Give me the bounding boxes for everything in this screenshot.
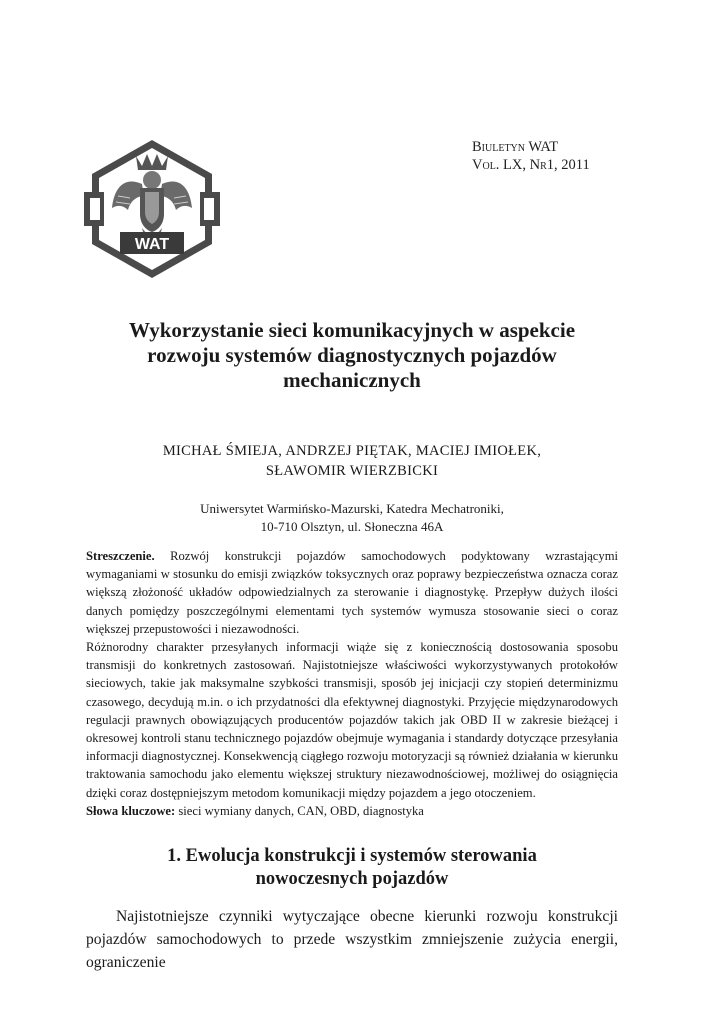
section-heading-line: nowoczesnych pojazdów	[255, 869, 449, 889]
article-title-line: mechanicznych	[283, 368, 421, 392]
abstract-paragraph	[86, 547, 618, 638]
article-title-line: Wykorzystanie sieci komunikacyjnych w aspekcie	[128, 318, 576, 342]
journal-volume: Vol. LX, Nr1, 2011	[472, 157, 590, 173]
journal-header	[472, 138, 590, 174]
affiliation	[80, 500, 624, 536]
affiliation-line: Uniwersytet Warmińsko-Mazurski, Katedra Mechatroniki,	[200, 501, 504, 516]
article-title-line: rozwoju systemów diagnostycznych pojazdów	[147, 343, 557, 367]
section-heading-line: 1. Ewolucja konstrukcji i systemów sterowania	[167, 846, 537, 866]
abstract-label: Streszczenie.	[86, 549, 155, 563]
authors-line: SŁAWOMIR WIERZBICKI	[265, 463, 439, 479]
keywords-text: sieci wymiany danych, CAN, OBD, diagnostyka	[178, 803, 424, 818]
body-paragraph: Najistotniejsze czynniki wytyczające obecne kierunki rozwoju konstrukcji pojazdów samochodowych to przede wszystkim zmniejszenie zużycia energii, ograniczenie	[86, 908, 618, 971]
keywords-label: Słowa kluczowe:	[86, 803, 176, 818]
wat-eagle-emblem-icon	[84, 136, 220, 282]
abstract-text: Rozwój konstrukcji pojazdów samochodowych podyktowany wzrastającymi wymaganiami w stosunku do emisji związków toksycznych oraz poprawy bezpieczeństwa oznacza coraz większą złożoność układów odpowiedzialnych za sterowanie i diagnostykę. Przepływ dużych ilości danych pomiędzy poszczególnymi elementami tych systemów wymusza stosowanie sieci o coraz większej przepustowości i niezawodności.	[86, 549, 618, 636]
article-title	[80, 318, 624, 393]
logo-text: WAT	[134, 236, 170, 253]
authors-line: MICHAŁ ŚMIEJA, ANDRZEJ PIĘTAK, MACIEJ IMIOŁEK,	[162, 443, 542, 459]
abstract-paragraph	[86, 638, 618, 802]
affiliation-line: 10-710 Olsztyn, ul. Słoneczna 46A	[260, 519, 444, 534]
wat-logo	[84, 136, 220, 282]
abstract-text: Różnorodny charakter przesyłanych informacji wiąże się z koniecznością dostosowania sposobu transmisji do konkretnych zastosowań. Najistotniejsze właściwości wykorzystywanych protokołów sieciowych, takie jak maksymalne szybkości transmisji, sposób jej inicjacji czy stopień determinizmu czasowego, decydują m.in. o ich przydatności dla efektywnej diagnostyki. Przyjęcie międzynarodowych regulacji prawnych obowiązujących producentów pojazdów takich jak OBD II w zakresie bieżącej i okresowej kontroli stanu technicznego pojazdów obejmuje wymagania i standardy dotyczące przesyłania informacji diagnostycznej. Konsekwencją ciągłego rozwoju motoryzacji są również działania w kierunku traktowania samochodu jako elementu większej struktury niezawodnościowej, możliwej do osiągnięcia dzięki coraz dostępniejszym metodom komunikacji między pojazdem a jego otoczeniem.	[86, 640, 618, 800]
journal-name: Biuletyn WAT	[472, 139, 559, 155]
authors	[80, 441, 624, 481]
keywords	[86, 802, 618, 820]
section-heading	[80, 845, 624, 891]
abstract	[86, 547, 618, 820]
